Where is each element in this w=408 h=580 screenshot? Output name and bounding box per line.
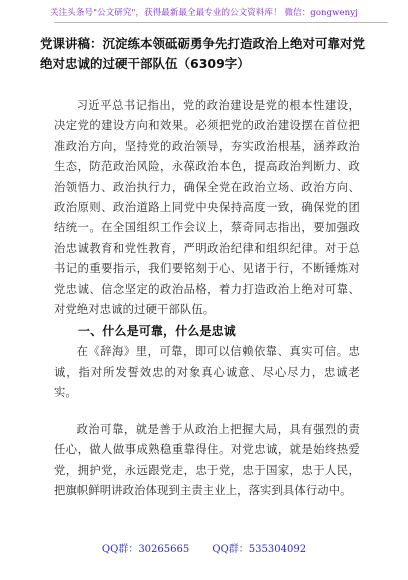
header-divider xyxy=(54,22,388,23)
intro-paragraph: 习近平总书记指出，党的政治建设是党的根本性建设，决定党的建设方向和效果。必须把党的政治建设摆在首位把准政治方向，坚持党的政治领导，夯实政治根基，涵养政治生态，防范政治风险，永葆政治本色，提高政治判断力、政治领悟力、政治执行力，确保全党在政治立场、政治方向、政治原则、政治道路上同党中央保持高度一致，确保党的团结统一。在全国组织工作会议上，蔡奇同志指出，要加强政治忠诚教育和党性教育，严明政治纪律和组织纪律。对于总书记的重要指示，我们要铭刻于心、见诸于行，不断锤炼对党忠诚、信念坚定的政治品格，着力打造政治上绝对可靠、对党绝对忠诚的过硬干部队伍。 xyxy=(54,99,360,317)
qq-group-2: QQ群：535304092 xyxy=(212,544,307,555)
definition-paragraph: 在《辞海》里，可靠，即可以信赖依靠、真实可信。忠诚，指对所发誓效忠的对象真心诚意、尽心尽力，忠诚老实。 xyxy=(54,345,360,400)
explanation-paragraph: 政治可靠，就是善于从政治上把握大局，具有强烈的责任心，做人做事成熟稳重靠得住。对党忠诚，就是始终热爱党，拥护党，永远跟党走，忠于党，忠于国家，忠于人民，把旗帜鲜明讲政治体现到主责主业上，落实到具体行动中。 xyxy=(54,422,360,497)
document-title: 党课讲稿：沉淀练本领砥砺勇争先打造政治上绝对可靠对党绝对忠诚的过硬干部队伍（6309字） xyxy=(40,36,366,71)
header-banner: 关注头条号"公文研究"，获得最新最全最专业的公文资料库！ 微信：gongwenyj xyxy=(50,8,358,18)
document-body xyxy=(54,96,360,501)
footer xyxy=(0,540,408,555)
section-heading: 一、什么是可靠，什么是忠诚 xyxy=(78,324,236,339)
qq-group-1: QQ群：30265665 xyxy=(101,544,190,555)
